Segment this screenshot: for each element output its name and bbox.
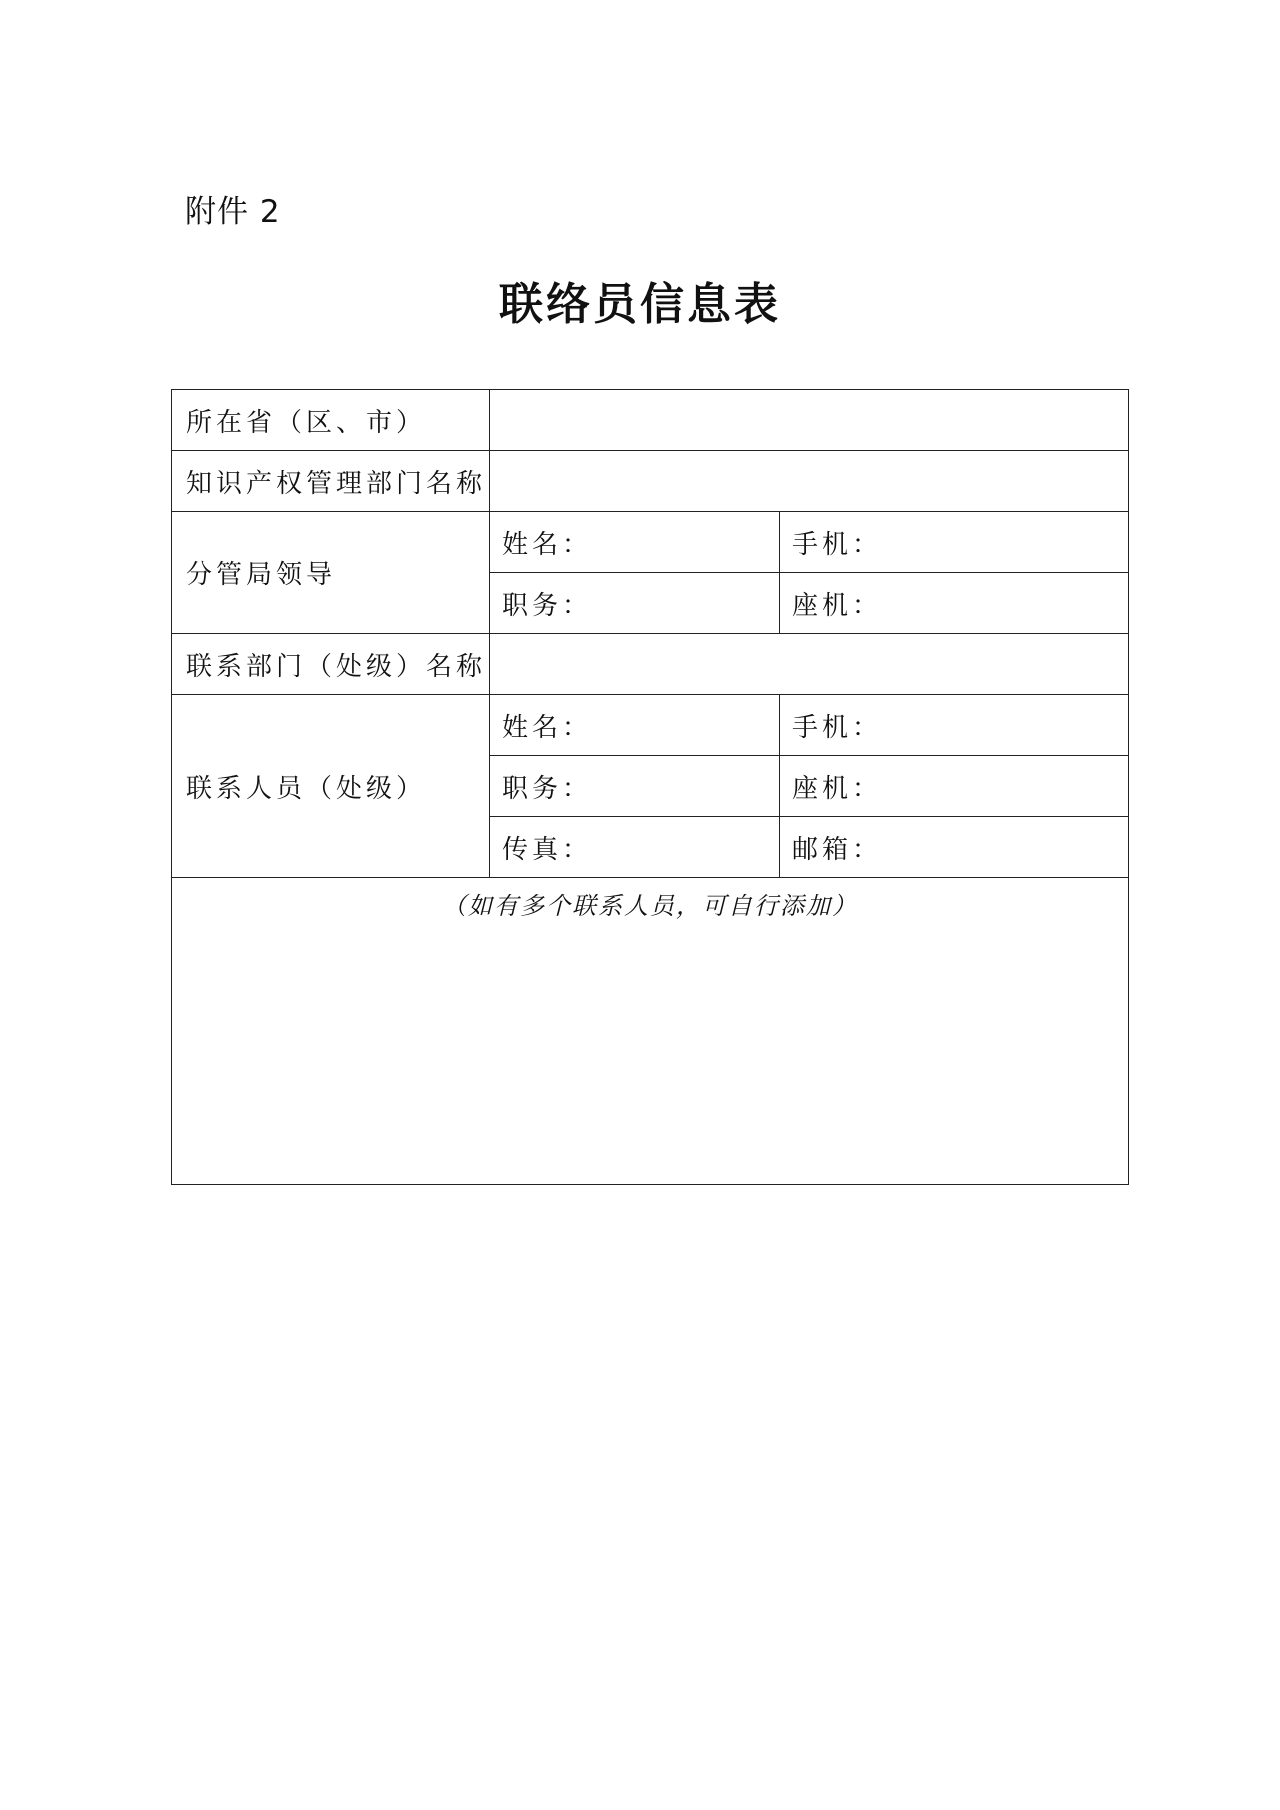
contact-mobile-field[interactable]: 手机：: [780, 695, 1129, 756]
contact-dept-label: 联系部门（处级）名称: [172, 634, 490, 695]
table-row-note: [172, 878, 1129, 1185]
province-label: 所在省（区、市）: [172, 390, 490, 451]
contact-landline-field[interactable]: 座机：: [780, 756, 1129, 817]
contact-email-field[interactable]: 邮箱：: [780, 817, 1129, 878]
contact-fax-field[interactable]: 传真：: [490, 817, 780, 878]
ip-dept-field[interactable]: [490, 451, 1129, 512]
leader-landline-field[interactable]: 座机：: [780, 573, 1129, 634]
leader-name-field[interactable]: 姓名：: [490, 512, 780, 573]
liaison-info-table: [171, 389, 1129, 1185]
leader-position-field[interactable]: 职务：: [490, 573, 780, 634]
table-row-leader-1: [172, 512, 1129, 573]
contact-position-field[interactable]: 职务：: [490, 756, 780, 817]
leader-mobile-field[interactable]: 手机：: [780, 512, 1129, 573]
contact-name-field[interactable]: 姓名：: [490, 695, 780, 756]
province-field[interactable]: [490, 390, 1129, 451]
table-row-ip-dept: [172, 451, 1129, 512]
table-row-province: [172, 390, 1129, 451]
contact-label: 联系人员（处级）: [172, 695, 490, 878]
attachment-label: 附件 2: [185, 194, 281, 230]
table-row-contact-dept: [172, 634, 1129, 695]
leader-label: 分管局领导: [172, 512, 490, 634]
ip-dept-label: 知识产权管理部门名称: [172, 451, 490, 512]
page-title: 联络员信息表: [499, 279, 781, 330]
contact-dept-field[interactable]: [490, 634, 1129, 695]
additional-contacts-note[interactable]: （如有多个联系人员，可自行添加）: [172, 878, 1129, 1185]
table-row-contact-1: [172, 695, 1129, 756]
